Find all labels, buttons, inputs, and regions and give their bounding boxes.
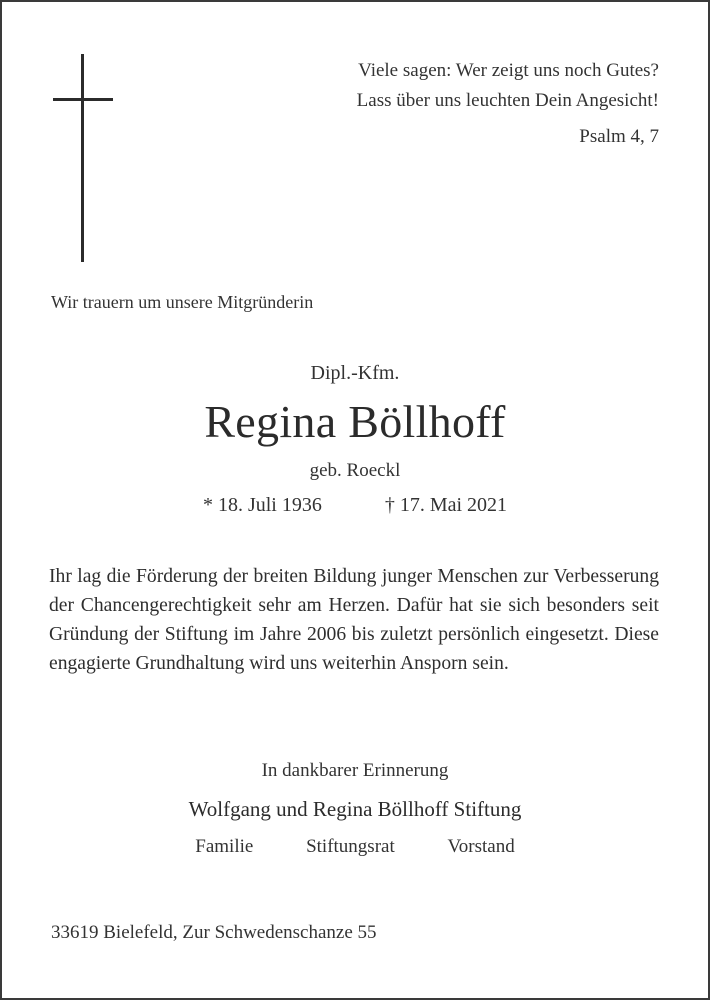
remembrance-line: In dankbarer Erinnerung bbox=[261, 760, 449, 781]
group-board: Stiftungsrat bbox=[306, 836, 395, 857]
tribute-text: Ihr lag die Förderung der breiten Bildung junger Menschen zur Verbesserung der Chancengerechtigkeit sehr am Herzen. Dafür hat sie sich besonders seit Gründung der Stiftung im Jahre 2006 bis zuletzt persönlich eingesetzt. Diese engagierte Grundhaltung wird uns weiterhin Ansporn sein. bbox=[49, 566, 659, 674]
academic-title: Dipl.-Kfm. bbox=[310, 362, 400, 384]
intro-text: Wir trauern um unsere Mitgründerin bbox=[51, 292, 314, 312]
quote-line-1: Viele sagen: Wer zeigt uns noch Gutes? bbox=[358, 60, 659, 81]
group-family: Familie bbox=[195, 836, 254, 857]
birth-date: * 18. Juli 1936 bbox=[202, 494, 322, 516]
group-executive: Vorstand bbox=[447, 836, 515, 857]
deceased-name: Regina Böllhoff bbox=[204, 396, 506, 447]
signatory-groups bbox=[0, 836, 710, 858]
death-date: † 17. Mai 2021 bbox=[384, 494, 508, 516]
quote-reference: Psalm 4, 7 bbox=[579, 126, 659, 147]
address: 33619 Bielefeld, Zur Schwedenschanze 55 bbox=[51, 922, 377, 943]
quote-line-2: Lass über uns leuchten Dein Angesicht! bbox=[356, 90, 659, 111]
maiden-name: geb. Roeckl bbox=[309, 460, 401, 481]
life-dates bbox=[0, 494, 710, 517]
psalm-quote bbox=[357, 56, 659, 152]
foundation-name: Wolfgang und Regina Böllhoff Stiftung bbox=[188, 797, 522, 821]
